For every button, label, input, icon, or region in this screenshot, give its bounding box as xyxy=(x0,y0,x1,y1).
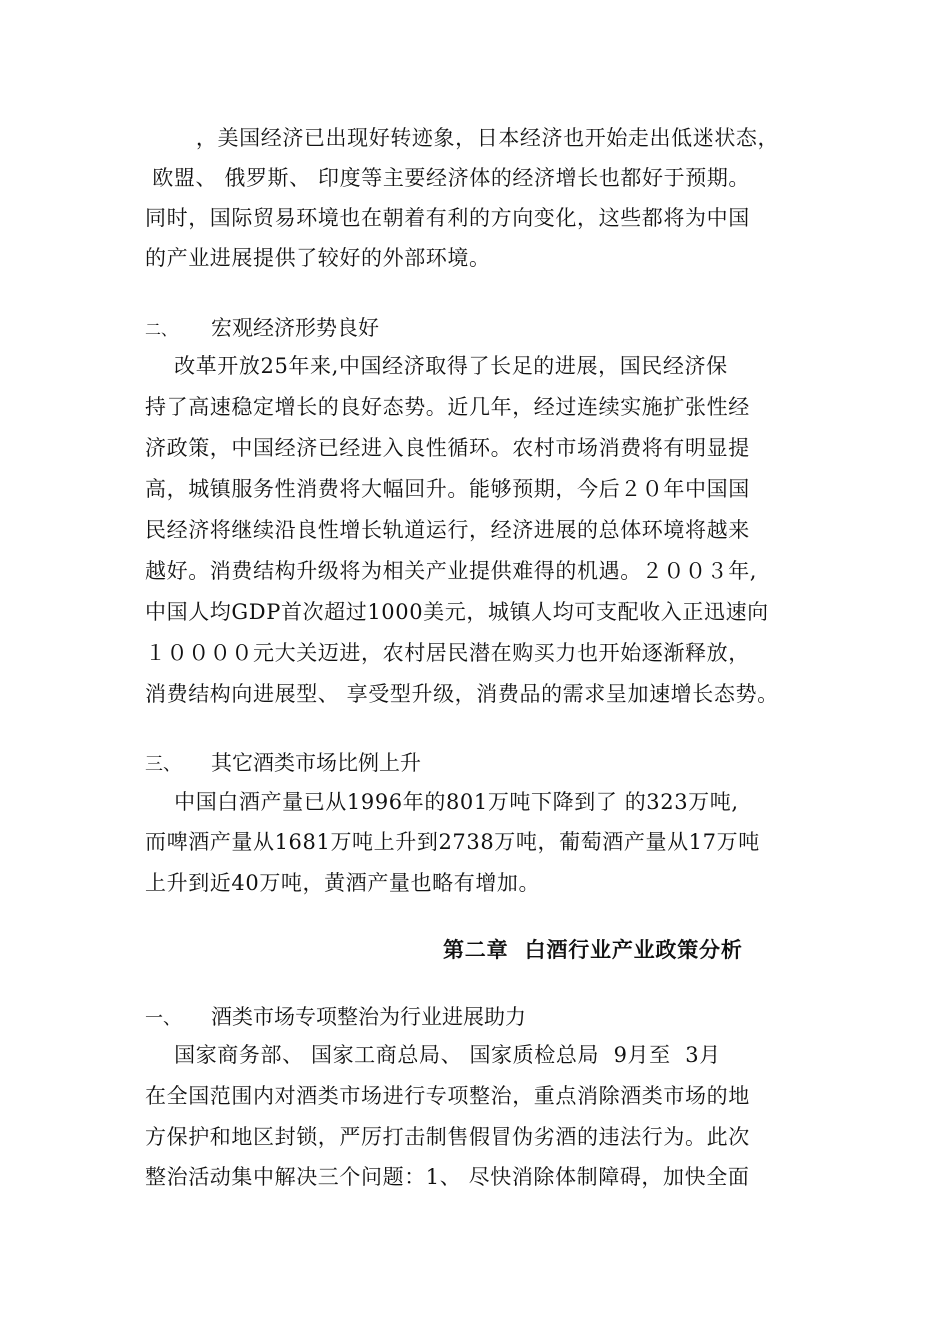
paragraph-line: 改革开放25年来,中国经济取得了长足的进展，国民经济保 xyxy=(145,354,728,378)
section-number: 一、 xyxy=(145,1008,181,1029)
paragraph-line: 欧盟、 俄罗斯、 印度等主要经济体的经济增长也都好于预期。 xyxy=(145,166,751,190)
paragraph-line: 整治活动集中解决三个问题：1、 尽快消除体制障碍，加快全面 xyxy=(145,1165,750,1189)
paragraph-line: 而啤酒产量从1681万吨上升到2738万吨，葡萄酒产量从17万吨 xyxy=(145,830,760,854)
section-title: 宏观经济形势良好 xyxy=(211,316,379,340)
paragraph-line: 同时，国际贸易环境也在朝着有利的方向变化，这些都将为中国 xyxy=(145,206,750,230)
paragraph-line: 方保护和地区封锁，严厉打击制售假冒伪劣酒的违法行为。此次 xyxy=(145,1125,750,1149)
paragraph-line: 消费结构向进展型、 享受型升级，消费品的需求呈加速增长态势。 xyxy=(145,682,779,706)
paragraph-line: 越好。消费结构升级将为相关产业提供难得的机遇。２００３年, xyxy=(145,559,758,583)
paragraph-line: 国家商务部、 国家工商总局、 国家质检总局 9月至 3月 xyxy=(145,1043,721,1067)
paragraph-line: ，美国经济已出现好转迹象，日本经济也开始走出低迷状态， xyxy=(145,126,780,150)
section-heading xyxy=(145,749,421,777)
paragraph-line: 高，城镇服务性消费将大幅回升。能够预期，今后２０年中国国 xyxy=(145,477,750,501)
paragraph-line: 的产业进展提供了较好的外部环境。 xyxy=(145,246,491,270)
section-title: 酒类市场专项整治为行业进展助力 xyxy=(211,1005,526,1029)
section-title: 其它酒类市场比例上升 xyxy=(211,751,421,775)
chapter-title: 第二章 白酒行业产业政策分析 xyxy=(443,937,743,962)
paragraph-line: 济政策，中国经济已经进入良性循环。农村市场消费将有明显提 xyxy=(145,436,750,460)
section-number: 二、 xyxy=(145,320,178,339)
paragraph-line: 在全国范围内对酒类市场进行专项整治，重点消除酒类市场的地 xyxy=(145,1084,750,1108)
paragraph-line: 上升到近40万吨，黄酒产量也略有增加。 xyxy=(145,871,541,895)
section-number: 三、 xyxy=(145,754,181,775)
paragraph-line: 持了高速稳定增长的良好态势。近几年，经过连续实施扩张性经 xyxy=(145,395,750,419)
section-heading xyxy=(145,1003,526,1031)
section-heading xyxy=(145,314,379,342)
paragraph-line: 中国人均GDP首次超过1000美元，城镇人均可支配收入正迅速向 xyxy=(145,600,769,624)
paragraph-line: １００００元大关迈进，农村居民潜在购买力也开始逐渐释放， xyxy=(145,641,750,665)
paragraph-line: 中国白酒产量已从1996年的801万吨下降到了 的323万吨, xyxy=(145,790,739,814)
paragraph-line: 民经济将继续沿良性增长轨道运行，经济进展的总体环境将越来 xyxy=(145,518,750,542)
